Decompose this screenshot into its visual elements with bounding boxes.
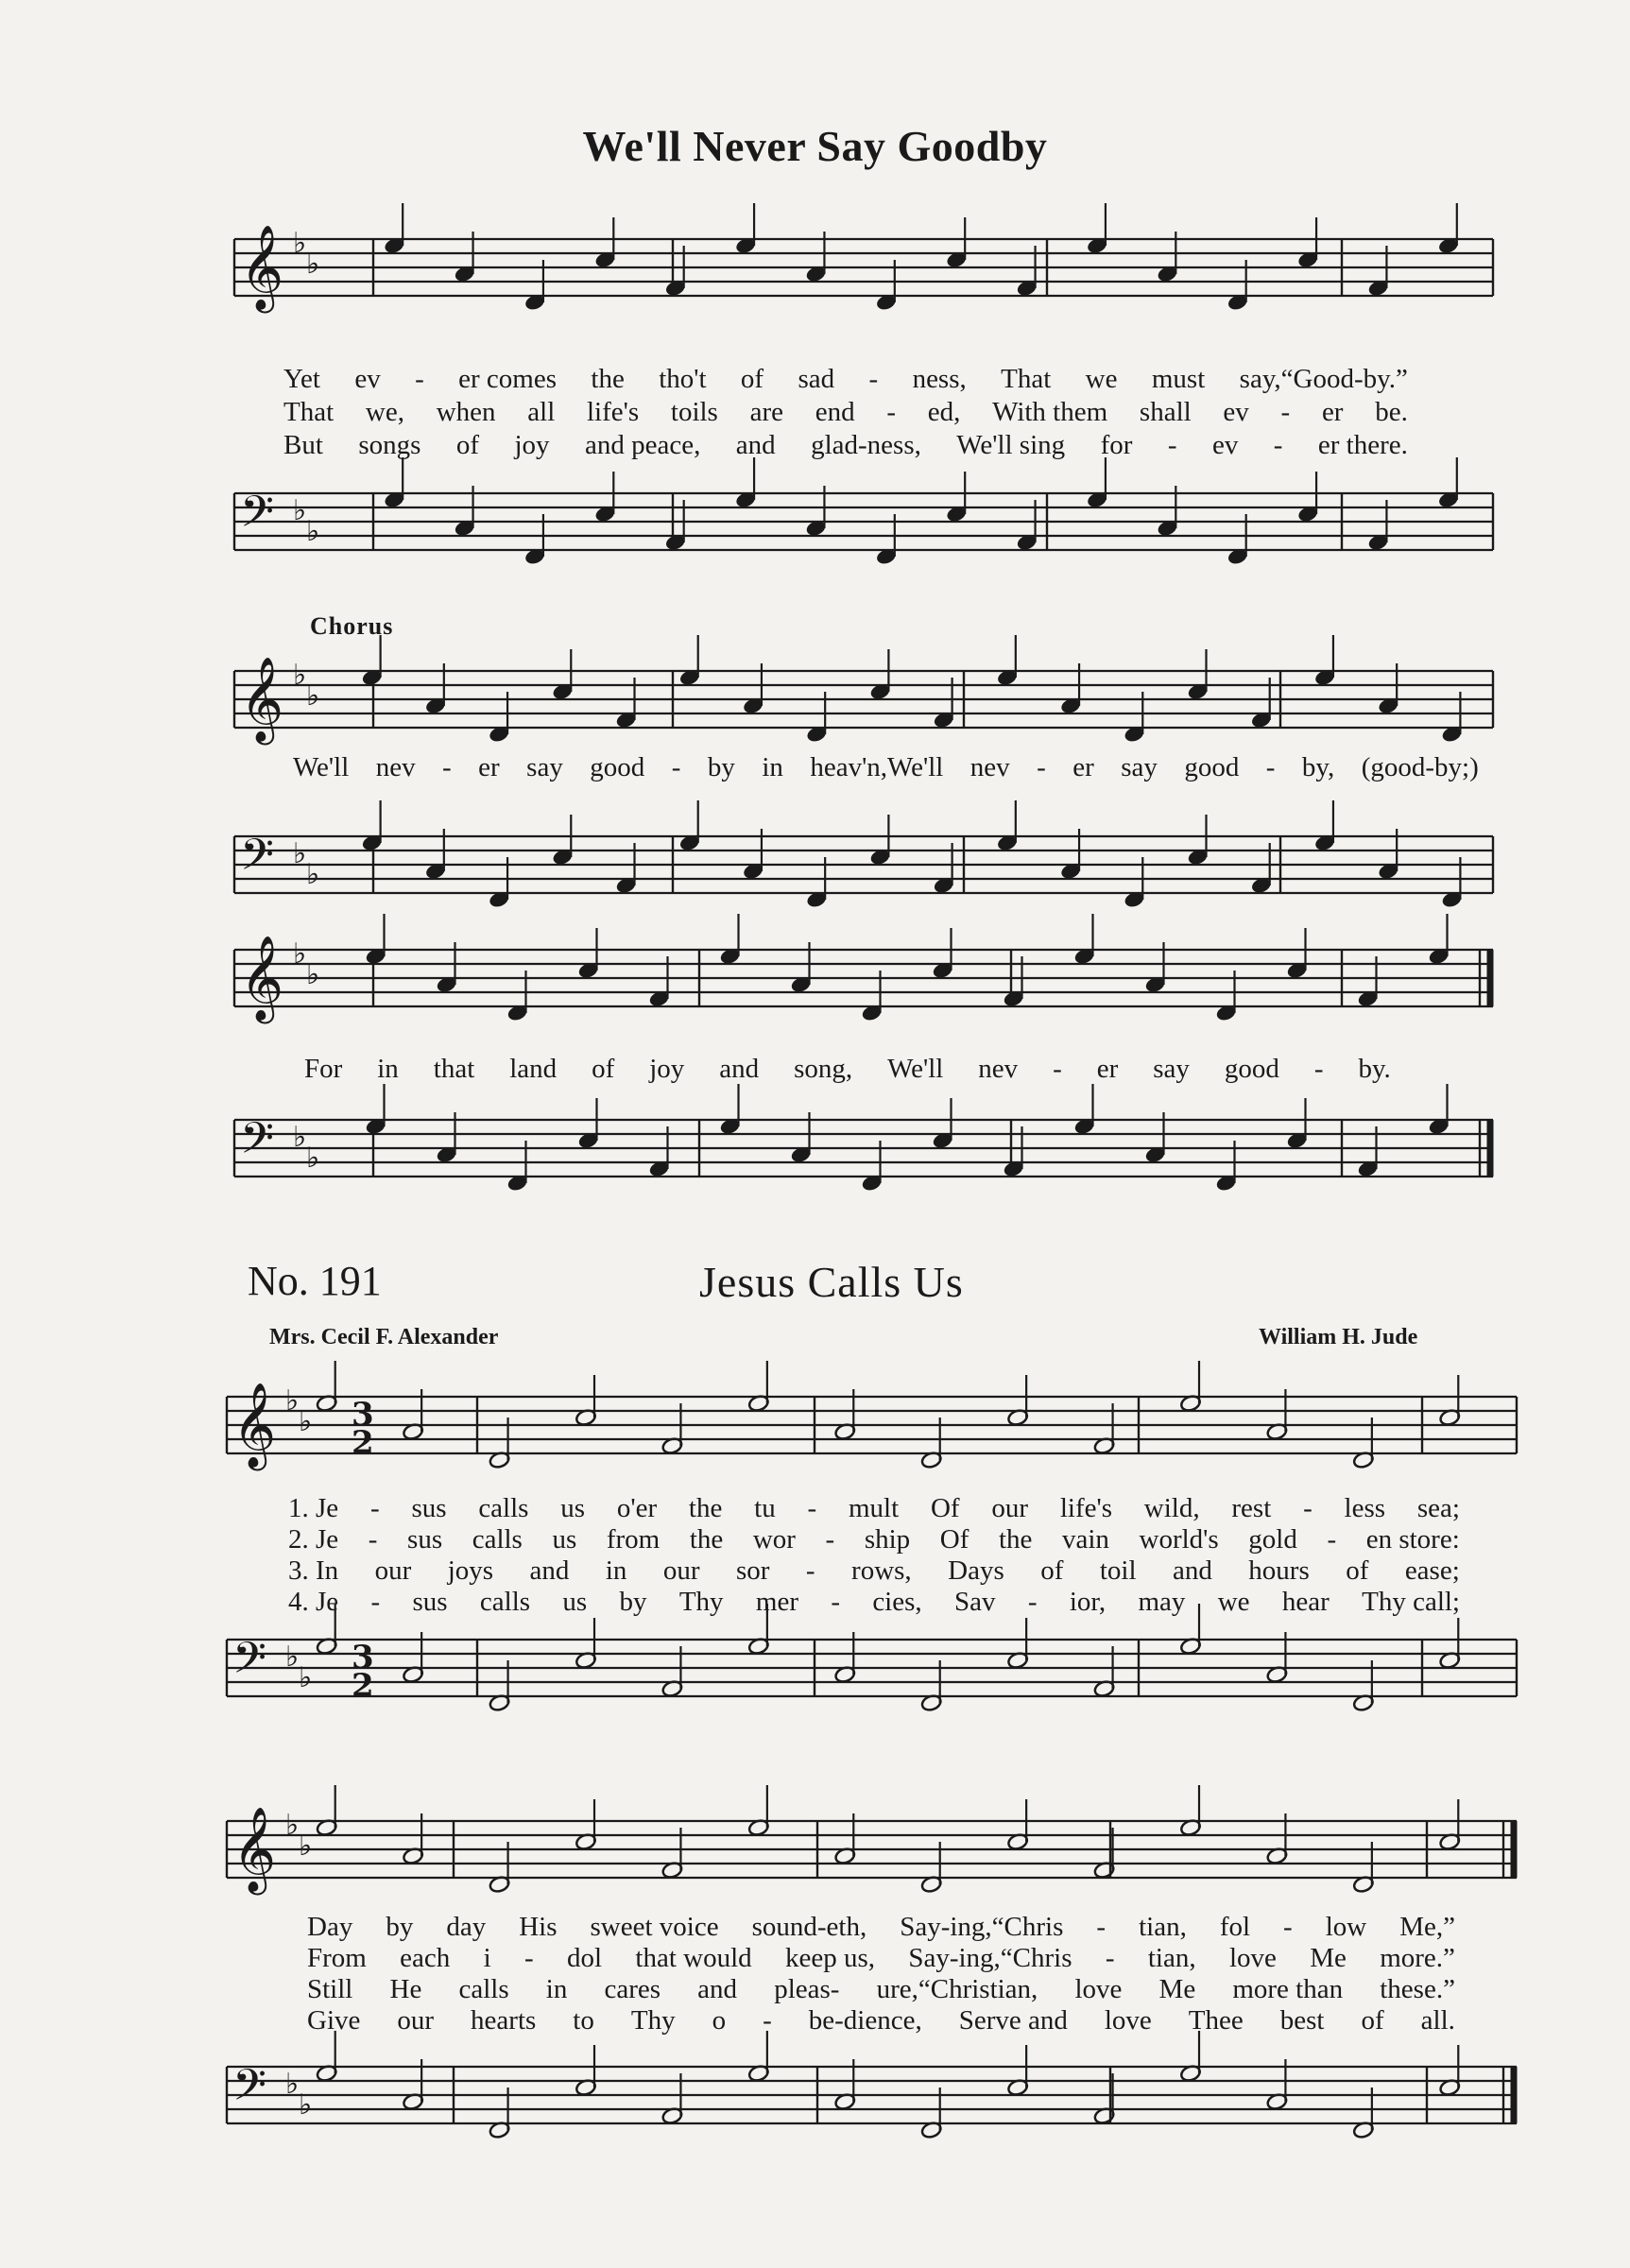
- lyric-syllable: of: [455, 430, 480, 460]
- lyric-syllable: Thee: [1188, 2005, 1244, 2036]
- lyric-syllable: -: [1053, 1054, 1062, 1084]
- lyric-syllable: -: [1283, 1912, 1293, 1942]
- lyric-syllable: -: [1265, 752, 1276, 782]
- lyric-syllable: best: [1279, 2005, 1325, 2036]
- lyric-syllable: say: [526, 752, 563, 782]
- lyric-line: [307, 1912, 1455, 1943]
- lyric-syllable: er there.: [1317, 430, 1408, 460]
- lyric-syllable: love: [1228, 1943, 1277, 1973]
- lyric-syllable: ev: [1211, 430, 1239, 460]
- lyric-syllable: We'll: [887, 1054, 944, 1084]
- lyric-syllable: good: [1224, 1054, 1279, 1084]
- lyric-syllable: we: [1217, 1587, 1250, 1617]
- lyric-syllable: songs: [358, 430, 421, 460]
- lyric-syllable: ev: [1223, 397, 1249, 427]
- flat-icon: ♭: [293, 659, 307, 692]
- lyric-syllable: by,: [1301, 752, 1335, 782]
- flat-icon: ♭: [306, 1142, 320, 1175]
- lyric-syllable: sor: [736, 1555, 770, 1586]
- lyric-syllable: when: [436, 397, 496, 427]
- lyric-syllable: glad-ness,: [811, 430, 921, 460]
- lyric-line: [307, 1943, 1455, 1974]
- lyric-syllable: dol: [567, 1943, 603, 1973]
- flat-icon: ♭: [299, 1830, 313, 1863]
- flat-icon: ♭: [306, 958, 320, 991]
- lyric-syllable: -: [524, 1943, 534, 1973]
- lyric-syllable: 3. In: [288, 1555, 339, 1586]
- flat-icon: ♭: [293, 937, 307, 971]
- lyric-syllable: shall: [1139, 397, 1192, 427]
- lyric-syllable: -: [671, 752, 681, 782]
- lyric-syllable: ed,: [927, 397, 961, 427]
- lyric-syllable: His: [519, 1912, 558, 1942]
- lyric-syllable: sus: [411, 1493, 447, 1523]
- lyric-syllable: song,: [794, 1054, 853, 1084]
- flat-icon: ♭: [293, 227, 307, 260]
- lyric-syllable: and peace,: [584, 430, 701, 460]
- lyric-line: [304, 1054, 1391, 1085]
- lyric-syllable: rest: [1231, 1493, 1272, 1523]
- lyric-syllable: calls: [479, 1587, 531, 1617]
- lyric-syllable: our: [397, 2005, 435, 2036]
- time-signature-denominator: 2: [352, 1667, 374, 1705]
- lyric-syllable: pleas-: [774, 1974, 840, 2004]
- treble-clef-icon: 𝄞: [232, 1807, 277, 1892]
- lyric-syllable: of: [740, 364, 764, 394]
- lyric-syllable: ev: [354, 364, 381, 394]
- lyric-syllable: may: [1138, 1587, 1186, 1617]
- lyric-syllable: Give: [307, 2005, 361, 2036]
- lyric-syllable: we: [1085, 364, 1118, 394]
- treble-clef-icon: 𝄞: [240, 936, 284, 1021]
- lyric-line: [283, 397, 1408, 428]
- lyric-syllable: Say-ing,“Chris: [908, 1943, 1072, 1973]
- lyric-syllable: Me: [1310, 1943, 1347, 1973]
- lyric-syllable: the: [689, 1524, 724, 1555]
- composer-credit: William H. Jude: [1259, 1325, 1418, 1349]
- lyric-line: [293, 752, 1479, 783]
- lyric-syllable: by.: [1358, 1054, 1391, 1084]
- lyric-syllable: -: [368, 1524, 378, 1555]
- lyric-syllable: er: [478, 752, 500, 782]
- lyric-syllable: -: [1273, 430, 1283, 460]
- bass-clef-icon: 𝄢: [232, 2060, 267, 2122]
- lyric-syllable: and: [735, 430, 776, 460]
- lyric-syllable: and: [719, 1054, 760, 1084]
- lyric-syllable: that: [433, 1054, 475, 1084]
- time-signature-numerator: 3: [352, 1396, 374, 1434]
- lyric-syllable: sus: [412, 1587, 448, 1617]
- lyric-line: [307, 2005, 1455, 2036]
- lyric-syllable: fol: [1219, 1912, 1251, 1942]
- lyric-syllable: -: [825, 1524, 835, 1555]
- chorus-label: Chorus: [310, 612, 394, 640]
- lyric-syllable: -: [1167, 430, 1177, 460]
- lyric-syllable: wild,: [1143, 1493, 1200, 1523]
- lyric-syllable: Day: [307, 1912, 353, 1942]
- lyric-syllable: rows,: [851, 1555, 912, 1586]
- lyric-syllable: hear: [1281, 1587, 1330, 1617]
- lyric-syllable: and: [1172, 1555, 1212, 1586]
- lyric-line: [283, 430, 1408, 461]
- lyric-syllable: -: [763, 2005, 772, 2036]
- lyric-syllable: life's: [1059, 1493, 1112, 1523]
- lyric-syllable: We'll: [293, 752, 350, 782]
- lyric-syllable: good: [590, 752, 645, 782]
- lyric-syllable: each: [400, 1943, 451, 1973]
- lyric-syllable: He: [389, 1974, 422, 2004]
- lyric-syllable: er: [1321, 397, 1344, 427]
- lyric-syllable: nev: [375, 752, 416, 782]
- lyric-syllable: er comes: [458, 364, 558, 394]
- lyric-syllable: -: [370, 1587, 381, 1617]
- lyric-syllable: joys: [447, 1555, 494, 1586]
- lyric-syllable: and: [529, 1555, 570, 1586]
- lyric-syllable: are: [749, 397, 783, 427]
- lyric-syllable: -: [1105, 1943, 1115, 1973]
- lyric-syllable: more.”: [1380, 1943, 1455, 1973]
- lyric-syllable: calls: [478, 1493, 529, 1523]
- lyric-syllable: Me: [1158, 1974, 1196, 2004]
- lyric-syllable: for: [1100, 430, 1133, 460]
- lyric-syllable: ior,: [1069, 1587, 1107, 1617]
- lyric-syllable: sweet voice: [590, 1912, 719, 1942]
- time-signature-denominator: 2: [352, 1424, 374, 1462]
- lyric-syllable: wor: [752, 1524, 796, 1555]
- lyric-syllable: Thy: [678, 1587, 724, 1617]
- lyric-syllable: er: [1096, 1054, 1119, 1084]
- lyric-syllable: end: [815, 397, 855, 427]
- lyric-syllable: 4. Je: [288, 1587, 339, 1617]
- flat-icon: ♭: [299, 1405, 313, 1438]
- lyric-syllable: -: [807, 1493, 817, 1523]
- lyric-syllable: by: [707, 752, 735, 782]
- lyric-syllable: us: [552, 1524, 577, 1555]
- lyric-syllable: -: [1027, 1587, 1038, 1617]
- lyric-syllable: Me,”: [1399, 1912, 1455, 1942]
- treble-clef-icon: 𝄞: [232, 1383, 277, 1468]
- lyric-syllable: world's: [1139, 1524, 1219, 1555]
- lyric-syllable: Thy call;: [1362, 1587, 1460, 1617]
- bass-clef-icon: 𝄢: [240, 487, 275, 548]
- lyric-syllable: that would: [635, 1943, 752, 1973]
- lyric-syllable: ease;: [1404, 1555, 1460, 1586]
- lyric-line: [288, 1524, 1460, 1555]
- lyric-syllable: mult: [848, 1493, 900, 1523]
- lyric-syllable: joy: [649, 1054, 685, 1084]
- lyric-syllable: be.: [1375, 397, 1408, 427]
- bass-clef-icon: 𝄢: [240, 830, 275, 891]
- lyric-syllable: -: [868, 364, 879, 394]
- lyric-syllable: say,“Good-by.”: [1239, 364, 1408, 394]
- flat-icon: ♭: [306, 858, 320, 891]
- lyric-syllable: 2. Je: [288, 1524, 339, 1555]
- lyric-syllable: from: [606, 1524, 661, 1555]
- lyric-syllable: -: [442, 752, 452, 782]
- flat-icon: ♭: [285, 2068, 300, 2101]
- flat-icon: ♭: [293, 1121, 307, 1154]
- lyric-syllable: and: [697, 1974, 738, 2004]
- lyric-syllable: gold: [1248, 1524, 1297, 1555]
- lyric-syllable: Say-ing,“Chris: [900, 1912, 1064, 1942]
- lyric-syllable: mer: [755, 1587, 798, 1617]
- flat-icon: ♭: [306, 248, 320, 281]
- lyric-syllable: calls: [458, 1974, 509, 2004]
- hymn-number: No. 191: [248, 1258, 382, 1304]
- lyric-syllable: toil: [1099, 1555, 1137, 1586]
- lyric-syllable: From: [307, 1943, 367, 1973]
- lyric-syllable: Thy: [630, 2005, 676, 2036]
- lyric-syllable: sea;: [1416, 1493, 1460, 1523]
- lyric-syllable: life's: [587, 397, 640, 427]
- lyric-syllable: land: [509, 1054, 558, 1084]
- lyric-syllable: be-dience,: [808, 2005, 922, 2036]
- lyric-syllable: -: [1037, 752, 1046, 782]
- lyric-syllable: of: [1346, 1555, 1369, 1586]
- lyric-syllable: We'll sing: [956, 430, 1066, 460]
- lyric-syllable: i: [483, 1943, 491, 1973]
- lyric-syllable: day: [446, 1912, 487, 1942]
- hymn-title-jesus-calls: Jesus Calls Us: [699, 1258, 964, 1306]
- lyric-syllable: the: [688, 1493, 723, 1523]
- lyric-syllable: us: [560, 1493, 586, 1523]
- lyric-syllable: the: [591, 364, 625, 394]
- lyric-syllable: our: [662, 1555, 700, 1586]
- lyric-syllable: tho't: [659, 364, 707, 394]
- lyric-syllable: For: [304, 1054, 343, 1084]
- flat-icon: ♭: [306, 679, 320, 713]
- time-signature-numerator: 3: [352, 1639, 374, 1676]
- lyric-line: [307, 1974, 1455, 2005]
- lyric-syllable: say: [1121, 752, 1158, 782]
- lyric-syllable: Serve and: [958, 2005, 1068, 2036]
- lyric-syllable: Days: [948, 1555, 1004, 1586]
- lyric-syllable: With them: [992, 397, 1108, 427]
- lyric-syllable: hours: [1248, 1555, 1310, 1586]
- lyric-syllable: sad: [798, 364, 835, 394]
- lyric-syllable: ship: [864, 1524, 911, 1555]
- lyric-syllable: nev: [969, 752, 1010, 782]
- lyric-line: [283, 364, 1408, 395]
- lyric-syllable: less: [1344, 1493, 1386, 1523]
- lyric-line: [288, 1555, 1460, 1587]
- lyric-line: [288, 1587, 1460, 1618]
- lyric-syllable: ure,“Christian,: [876, 1974, 1038, 2004]
- lyric-syllable: by: [386, 1912, 414, 1942]
- lyric-syllable: -: [1280, 397, 1291, 427]
- lyric-syllable: 1. Je: [288, 1493, 339, 1523]
- lyric-syllable: low: [1325, 1912, 1367, 1942]
- lyric-syllable: our: [374, 1555, 412, 1586]
- lyric-syllable: That: [1001, 364, 1052, 394]
- flat-icon: ♭: [299, 1661, 313, 1694]
- lyric-syllable: more than: [1232, 1974, 1344, 2004]
- lyric-syllable: all: [527, 397, 556, 427]
- bass-clef-icon: 𝄢: [240, 1113, 275, 1175]
- lyric-syllable: But: [283, 430, 323, 460]
- flat-icon: ♭: [299, 2088, 313, 2122]
- lyric-syllable: tian,: [1139, 1912, 1187, 1942]
- lyric-syllable: Of: [930, 1493, 960, 1523]
- lyric-syllable: -: [369, 1493, 380, 1523]
- lyric-syllable: our: [991, 1493, 1029, 1523]
- lyric-syllable: must: [1151, 364, 1206, 394]
- lyric-syllable: of: [592, 1054, 615, 1084]
- flat-icon: ♭: [285, 1641, 300, 1674]
- flat-icon: ♭: [293, 837, 307, 870]
- lyric-syllable: -: [1096, 1912, 1107, 1942]
- flat-icon: ♭: [293, 494, 307, 527]
- lyric-syllable: Still: [307, 1974, 353, 2004]
- lyric-syllable: o: [712, 2005, 727, 2036]
- lyric-syllable: us: [562, 1587, 588, 1617]
- lyric-syllable: all.: [1420, 2005, 1455, 2036]
- treble-clef-icon: 𝄞: [240, 657, 284, 742]
- bass-clef-icon: 𝄢: [232, 1633, 267, 1694]
- lyric-syllable: sound-eth,: [751, 1912, 867, 1942]
- lyric-line: [288, 1493, 1460, 1524]
- lyric-syllable: tu: [754, 1493, 776, 1523]
- lyric-syllable: the: [998, 1524, 1033, 1555]
- hymn-title-goodby: We'll Never Say Goodby: [582, 122, 1048, 170]
- lyric-syllable: Yet: [283, 364, 320, 394]
- lyric-syllable: love: [1074, 1974, 1123, 2004]
- lyric-syllable: tian,: [1147, 1943, 1196, 1973]
- lyric-syllable: love: [1104, 2005, 1152, 2036]
- lyric-syllable: Of: [939, 1524, 969, 1555]
- lyric-syllable: o'er: [616, 1493, 658, 1523]
- lyric-syllable: sus: [407, 1524, 443, 1555]
- lyric-syllable: in: [377, 1054, 399, 1084]
- lyric-syllable: heav'n,We'll: [810, 752, 944, 782]
- lyric-syllable: say: [1153, 1054, 1190, 1084]
- lyric-syllable: (good-by;): [1361, 752, 1479, 782]
- lyric-syllable: joy: [514, 430, 550, 460]
- lyric-syllable: in: [762, 752, 783, 782]
- lyric-syllable: -: [886, 397, 897, 427]
- lyric-syllable: er: [1072, 752, 1094, 782]
- lyric-syllable: vain: [1061, 1524, 1109, 1555]
- lyric-syllable: to: [573, 2005, 594, 2036]
- lyric-syllable: of: [1361, 2005, 1384, 2036]
- lyric-syllable: nev: [978, 1054, 1019, 1084]
- lyric-syllable: en store:: [1365, 1524, 1460, 1555]
- lyric-syllable: cares: [604, 1974, 661, 2004]
- lyricist-credit: Mrs. Cecil F. Alexander: [269, 1325, 499, 1349]
- lyric-syllable: these.”: [1380, 1974, 1455, 2004]
- lyric-syllable: in: [545, 1974, 568, 2004]
- lyric-syllable: -: [805, 1555, 815, 1586]
- flat-icon: ♭: [306, 515, 320, 548]
- lyric-syllable: good: [1184, 752, 1240, 782]
- lyric-syllable: toils: [670, 397, 718, 427]
- lyric-syllable: -: [1327, 1524, 1337, 1555]
- lyric-syllable: -: [831, 1587, 840, 1617]
- lyric-syllable: calls: [472, 1524, 523, 1555]
- lyric-syllable: we,: [365, 397, 404, 427]
- lyric-syllable: hearts: [471, 2005, 537, 2036]
- lyric-syllable: -: [1313, 1054, 1324, 1084]
- lyric-syllable: by: [619, 1587, 647, 1617]
- lyric-syllable: keep us,: [784, 1943, 876, 1973]
- lyric-syllable: -: [415, 364, 424, 394]
- flat-icon: ♭: [285, 1809, 300, 1842]
- lyric-syllable: Sav: [953, 1587, 996, 1617]
- lyric-syllable: in: [605, 1555, 627, 1586]
- lyric-syllable: That: [283, 397, 335, 427]
- lyric-syllable: cies,: [872, 1587, 922, 1617]
- lyric-syllable: of: [1040, 1555, 1064, 1586]
- lyric-syllable: ness,: [912, 364, 967, 394]
- flat-icon: ♭: [285, 1384, 300, 1418]
- lyric-syllable: -: [1303, 1493, 1313, 1523]
- treble-clef-icon: 𝄞: [240, 225, 284, 310]
